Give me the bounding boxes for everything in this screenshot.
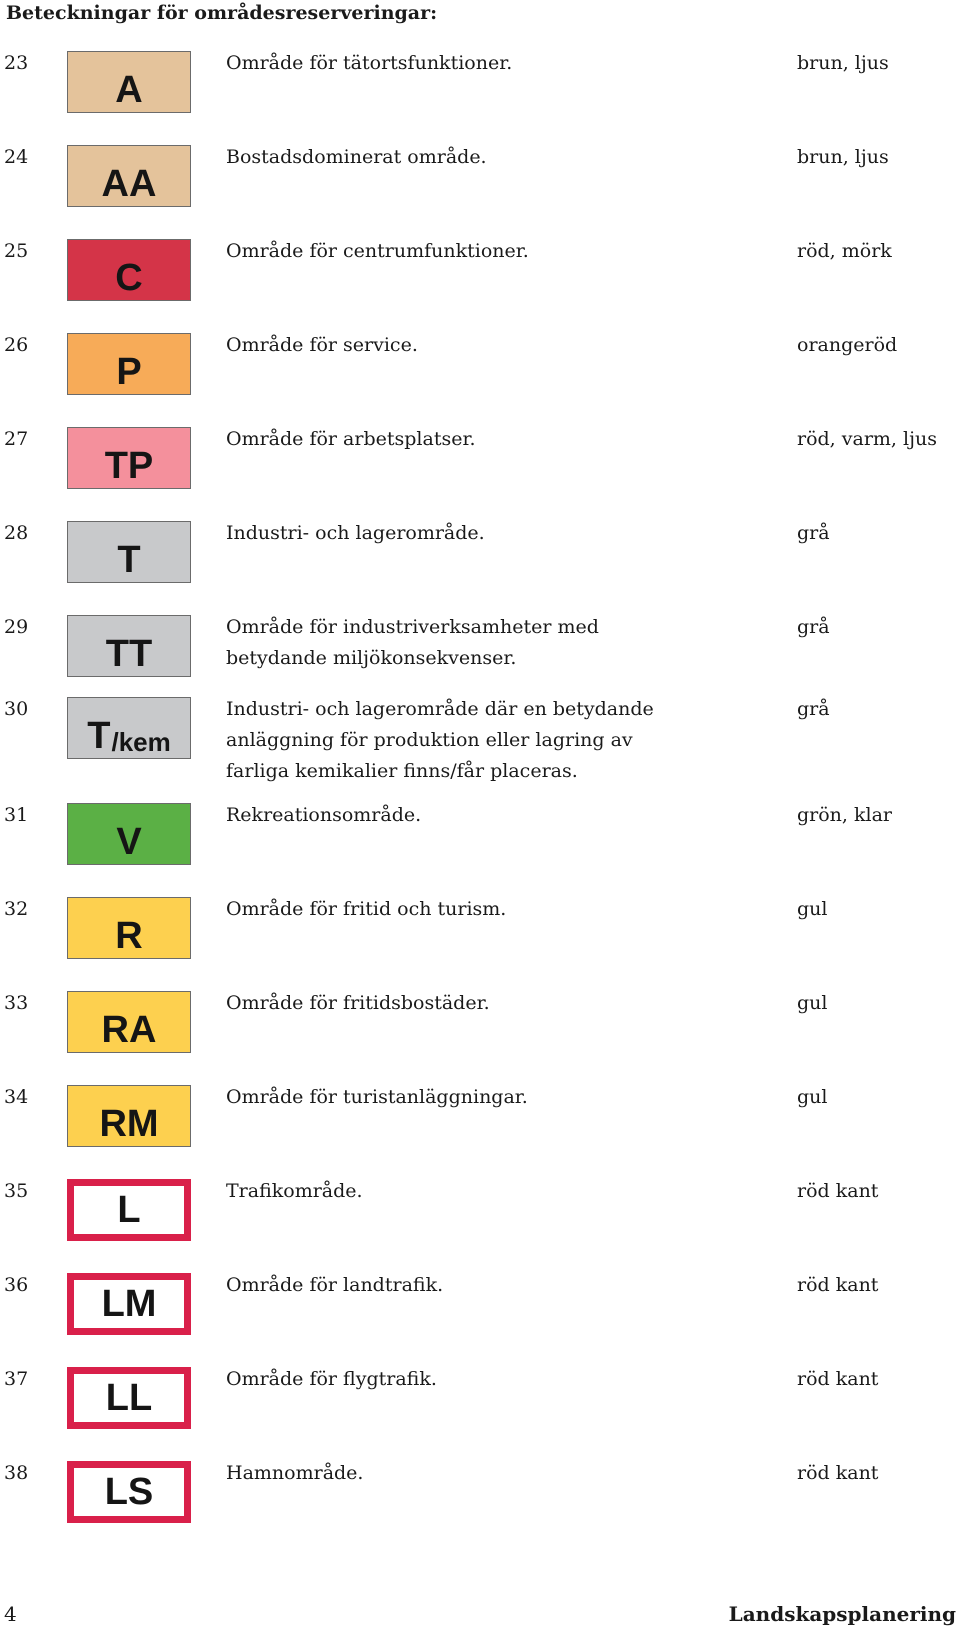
area-code: TP xyxy=(104,445,154,487)
area-code: A xyxy=(115,69,143,111)
row-number: 36 xyxy=(4,1274,29,1296)
area-description xyxy=(226,424,746,455)
area-description xyxy=(226,894,746,925)
page-heading: Beteckningar för områdesreserveringar: xyxy=(6,2,438,24)
description-line: Område för landtrafik. xyxy=(226,1274,444,1296)
description-line: Hamnområde. xyxy=(226,1462,364,1484)
area-description xyxy=(226,1082,746,1113)
row-number: 31 xyxy=(4,804,29,826)
area-code: TT xyxy=(105,633,153,675)
row-number: 26 xyxy=(4,334,29,356)
area-symbol xyxy=(67,333,191,395)
color-name: röd kant xyxy=(797,1180,879,1202)
color-name: grön, klar xyxy=(797,804,892,826)
area-code: LS xyxy=(104,1471,154,1513)
area-code: T xyxy=(117,539,141,581)
description-line: farliga kemikalier finns/får placeras. xyxy=(226,760,578,782)
area-description xyxy=(226,1270,746,1301)
area-description xyxy=(226,694,746,787)
row-number: 27 xyxy=(4,428,29,450)
color-name: brun, ljus xyxy=(797,52,889,74)
area-code: RM xyxy=(99,1103,159,1145)
color-name: gul xyxy=(797,898,828,920)
description-line: Trafikområde. xyxy=(226,1180,363,1202)
area-symbol xyxy=(67,1273,191,1335)
area-code: LL xyxy=(105,1377,153,1419)
area-description xyxy=(226,142,746,173)
area-symbol xyxy=(67,697,191,759)
description-line: Område för turistanläggningar. xyxy=(226,1086,528,1108)
color-name: röd, varm, ljus xyxy=(797,428,937,450)
row-number: 37 xyxy=(4,1368,29,1390)
description-line: Område för flygtrafik. xyxy=(226,1368,437,1390)
description-line: Område för arbetsplatser. xyxy=(226,428,476,450)
row-number: 29 xyxy=(4,616,29,638)
area-description xyxy=(226,1458,746,1489)
color-name: grå xyxy=(797,698,830,720)
area-symbol xyxy=(67,51,191,113)
description-line: Industri- och lagerområde. xyxy=(226,522,485,544)
area-description xyxy=(226,236,746,267)
description-line: betydande miljökonsekvenser. xyxy=(226,647,517,669)
color-name: röd kant xyxy=(797,1274,879,1296)
description-line: Område för centrumfunktioner. xyxy=(226,240,529,262)
row-number: 34 xyxy=(4,1086,29,1108)
row-number: 24 xyxy=(4,146,29,168)
row-number: 30 xyxy=(4,698,29,720)
description-line: anläggning för produktion eller lagring av xyxy=(226,729,633,751)
color-name: röd, mörk xyxy=(797,240,892,262)
area-symbol xyxy=(67,991,191,1053)
area-code: T xyxy=(87,715,111,757)
area-description xyxy=(226,1364,746,1395)
description-line: Område för industriverksamheter med xyxy=(226,616,599,638)
area-symbol xyxy=(67,239,191,301)
area-description xyxy=(226,988,746,1019)
area-symbol xyxy=(67,1367,191,1429)
page-number: 4 xyxy=(4,1602,17,1626)
color-name: grå xyxy=(797,616,830,638)
area-description xyxy=(226,518,746,549)
description-line: Rekreationsområde. xyxy=(226,804,422,826)
area-code: RA xyxy=(101,1009,157,1051)
footer-title: Landskapsplanering xyxy=(728,1602,956,1626)
area-description xyxy=(226,48,746,79)
area-symbol xyxy=(67,897,191,959)
area-code: V xyxy=(116,821,142,863)
color-name: brun, ljus xyxy=(797,146,889,168)
area-symbol xyxy=(67,803,191,865)
area-code-suffix: /kem xyxy=(111,727,171,757)
area-symbol xyxy=(67,427,191,489)
area-symbol xyxy=(67,1085,191,1147)
description-line: Bostadsdominerat område. xyxy=(226,146,487,168)
area-code: P xyxy=(116,351,142,393)
area-symbol xyxy=(67,615,191,677)
description-line: Industri- och lagerområde där en betydande xyxy=(226,698,654,720)
color-name: gul xyxy=(797,1086,828,1108)
row-number: 28 xyxy=(4,522,29,544)
description-line: Område för fritidsbostäder. xyxy=(226,992,490,1014)
area-symbol xyxy=(67,145,191,207)
area-code: LM xyxy=(101,1283,157,1325)
area-symbol xyxy=(67,521,191,583)
area-code: R xyxy=(115,915,143,957)
description-line: Område för fritid och turism. xyxy=(226,898,507,920)
description-line: Område för service. xyxy=(226,334,418,356)
row-number: 38 xyxy=(4,1462,29,1484)
color-name: röd kant xyxy=(797,1462,879,1484)
row-number: 33 xyxy=(4,992,29,1014)
area-description xyxy=(226,330,746,361)
area-description xyxy=(226,800,746,831)
row-number: 32 xyxy=(4,898,29,920)
area-code: C xyxy=(115,257,143,299)
row-number: 25 xyxy=(4,240,29,262)
description-line: Område för tätortsfunktioner. xyxy=(226,52,513,74)
area-description xyxy=(226,1176,746,1207)
area-symbol xyxy=(67,1461,191,1523)
area-code: L xyxy=(117,1189,141,1231)
color-name: röd kant xyxy=(797,1368,879,1390)
color-name: grå xyxy=(797,522,830,544)
row-number: 35 xyxy=(4,1180,29,1202)
color-name: orangeröd xyxy=(797,334,898,356)
area-symbol xyxy=(67,1179,191,1241)
color-name: gul xyxy=(797,992,828,1014)
row-number: 23 xyxy=(4,52,29,74)
area-code: AA xyxy=(101,163,157,205)
area-description xyxy=(226,612,746,674)
